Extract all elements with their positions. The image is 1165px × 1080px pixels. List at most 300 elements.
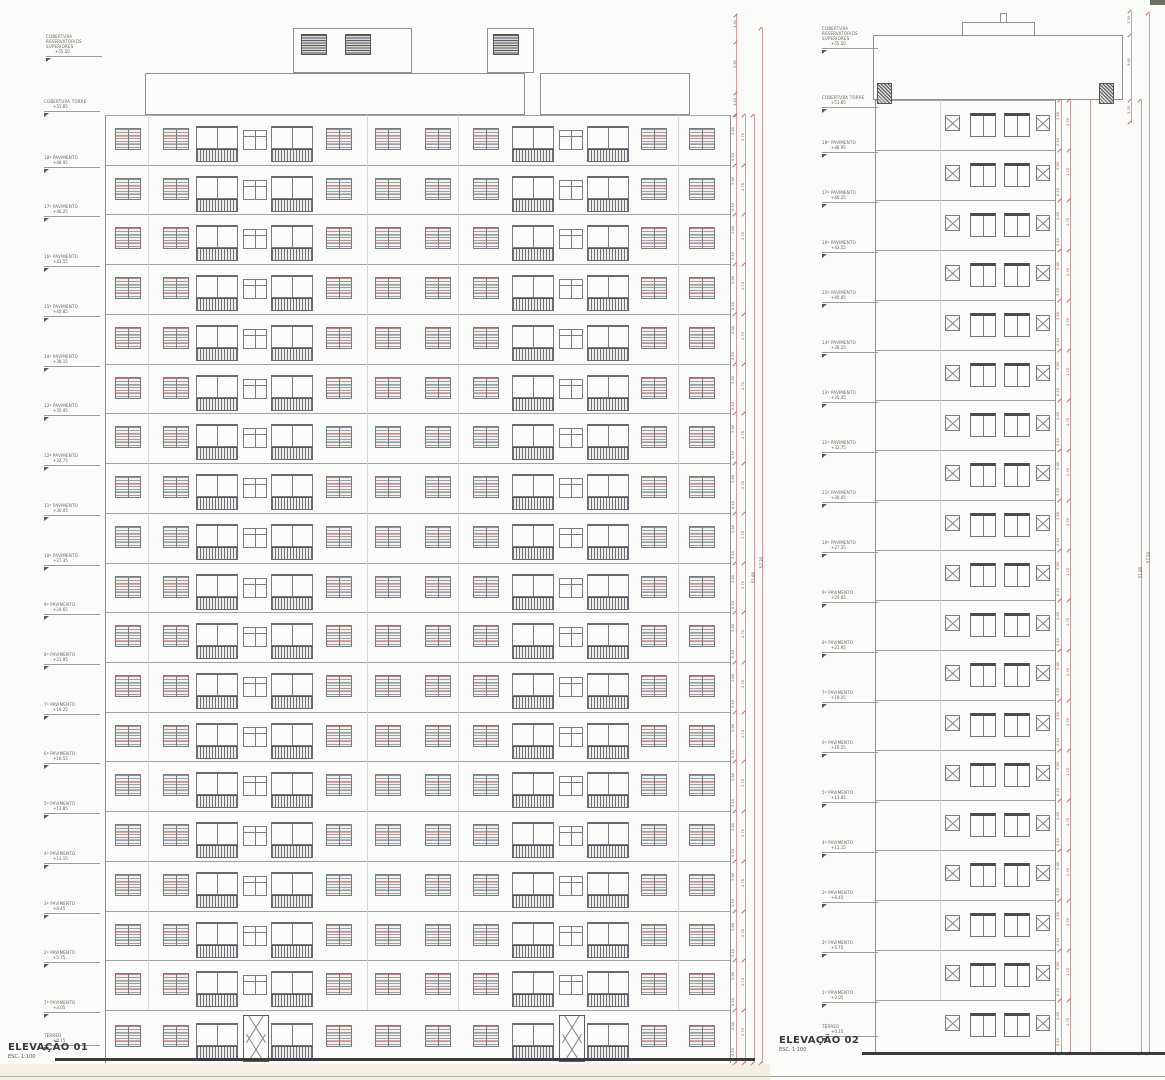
window-shutter (163, 725, 189, 747)
dimension-text: 2.70 (1065, 718, 1070, 726)
balcony-door (196, 176, 238, 199)
balcony-railing (196, 149, 238, 162)
window-plain (559, 428, 583, 448)
dimension-text: 2.70 (740, 431, 745, 439)
level-marker-icon (44, 368, 49, 372)
level-marker-icon (44, 865, 49, 869)
window-obscure (945, 615, 960, 631)
line (105, 911, 730, 912)
level-leader-line (822, 152, 878, 153)
level-value: +48.95 (831, 145, 846, 150)
level-name: 1º PAVIMENTO (44, 1000, 76, 1005)
window-shutter (163, 973, 189, 995)
balcony-railing (587, 895, 629, 908)
balcony-door (271, 375, 313, 398)
balcony-unit (587, 325, 629, 361)
level-name: 12º PAVIMENTO (822, 440, 856, 445)
balcony-railing (196, 994, 238, 1007)
dimension-text: 2.70 (1065, 668, 1070, 676)
balcony-unit (196, 424, 238, 460)
balcony-unit (512, 225, 554, 261)
balcony-railing (587, 547, 629, 560)
balcony-railing (196, 646, 238, 659)
balcony-railing (512, 547, 554, 560)
level-leader-line (822, 107, 878, 108)
window-shutter (473, 227, 499, 249)
level-label (44, 851, 106, 869)
window-2pane (970, 963, 996, 987)
window-plain (559, 229, 583, 249)
dimension-text: 0.10 (1055, 238, 1060, 246)
window-shutter (689, 227, 715, 249)
level-label (44, 652, 106, 670)
balcony-unit (587, 375, 629, 411)
level-value: +35.45 (831, 395, 846, 400)
level-marker-icon (44, 169, 49, 173)
balcony-unit (196, 275, 238, 311)
balcony-door (512, 375, 554, 398)
balcony-unit (271, 325, 313, 361)
balcony-railing (512, 945, 554, 958)
balcony-door (587, 474, 629, 497)
balcony-unit (271, 474, 313, 510)
balcony-door (196, 275, 238, 298)
balcony-unit (512, 673, 554, 709)
level-leader-line (44, 863, 100, 864)
dimension-text: 2.60 (1055, 112, 1060, 120)
window-obscure (945, 315, 960, 331)
balcony-railing (512, 795, 554, 808)
line (875, 100, 1055, 101)
dimension-text: 2.60 (730, 226, 735, 234)
balcony-door (196, 971, 238, 994)
level-leader-line (822, 48, 878, 49)
level-leader-line (822, 452, 878, 453)
balcony-railing (587, 597, 629, 610)
level-value: +16.55 (53, 756, 68, 761)
window-plain (243, 528, 267, 548)
level-label (822, 590, 884, 608)
balcony-door (512, 325, 554, 348)
balcony-unit (271, 375, 313, 411)
dimension-text: 0.10 (1055, 338, 1060, 346)
dimension-text: 2.60 (1055, 362, 1060, 370)
dimension-line (1149, 13, 1150, 1053)
window-2pane (1004, 913, 1030, 937)
dimension-text: 0.10 (730, 551, 735, 559)
window-obscure (1036, 1015, 1050, 1031)
balcony-door (512, 225, 554, 248)
dimension-text: 0.10 (1055, 488, 1060, 496)
balcony-door (271, 225, 313, 248)
level-label (822, 490, 884, 508)
level-leader-line (44, 216, 100, 217)
window-obscure (945, 515, 960, 531)
dimension-text: 2.60 (730, 177, 735, 185)
level-name: 11º PAVIMENTO (44, 503, 78, 508)
window-shutter (326, 774, 352, 796)
level-leader-line (822, 252, 878, 253)
level-value: +43.55 (53, 259, 68, 264)
level-name: 13º PAVIMENTO (822, 390, 856, 395)
balcony-door (271, 772, 313, 795)
balcony-door (587, 225, 629, 248)
level-name: 13º PAVIMENTO (44, 403, 78, 408)
balcony-door (196, 673, 238, 696)
level-value: +40.85 (53, 309, 68, 314)
level-leader-line (44, 366, 100, 367)
balcony-door (196, 524, 238, 547)
balcony-door (271, 673, 313, 696)
balcony-door (512, 922, 554, 945)
dimension-line (1090, 100, 1091, 1053)
balcony-railing (196, 447, 238, 460)
line (105, 463, 730, 464)
line (875, 400, 1055, 401)
window-shutter (473, 675, 499, 697)
balcony-unit (271, 424, 313, 460)
window-shutter (689, 774, 715, 796)
balcony-unit (512, 524, 554, 560)
window-shutter (425, 526, 451, 548)
line (875, 500, 1055, 501)
balcony-door (587, 922, 629, 945)
dimension-text: 2.60 (730, 575, 735, 583)
balcony-railing (196, 298, 238, 311)
level-marker-icon (44, 964, 49, 968)
balcony-door (512, 126, 554, 149)
window-shutter (641, 675, 667, 697)
level-label (822, 840, 884, 858)
window-2pane (1004, 263, 1030, 287)
balcony-railing (196, 746, 238, 759)
dimension-text: 2.70 (740, 382, 745, 390)
balcony-door (196, 723, 238, 746)
balcony-door (271, 524, 313, 547)
line (105, 364, 730, 365)
dimension-text: 2.60 (1055, 512, 1060, 520)
balcony-door (196, 922, 238, 945)
level-name: 15º PAVIMENTO (44, 304, 78, 309)
dimension-text: 0.10 (730, 352, 735, 360)
window-obscure (1036, 265, 1050, 281)
balcony-door (196, 1023, 238, 1046)
window-2pane (970, 163, 996, 187)
balcony-unit (587, 822, 629, 858)
dimension-text: 2.70 (1065, 168, 1070, 176)
window-shutter (326, 625, 352, 647)
balcony-door (271, 723, 313, 746)
level-value: +0.15 (53, 1038, 66, 1043)
balcony-railing (271, 646, 313, 659)
level-label (44, 801, 106, 819)
dimension-text: 2.60 (1055, 962, 1060, 970)
balcony-door (196, 325, 238, 348)
louver-grille-icon (1099, 83, 1114, 104)
dimension-text: 2.60 (1055, 312, 1060, 320)
level-marker-icon (44, 517, 49, 521)
level-value: +48.95 (53, 160, 68, 165)
window-obscure (1036, 215, 1050, 231)
balcony-railing (512, 845, 554, 858)
window-shutter (115, 924, 141, 946)
level-name: TÉRREO (44, 1033, 62, 1038)
level-leader-line (822, 552, 878, 553)
balcony-door (271, 424, 313, 447)
window-shutter (473, 576, 499, 598)
balcony-railing (196, 895, 238, 908)
balcony-unit (196, 822, 238, 858)
level-value: +19.25 (53, 707, 68, 712)
level-leader-line (44, 565, 100, 566)
balcony-door (271, 474, 313, 497)
level-label (44, 254, 106, 272)
window-shutter (375, 576, 401, 598)
dimension-text: 1.20 (732, 98, 737, 106)
window-shutter (641, 426, 667, 448)
dimension-text: 0.10 (1055, 988, 1060, 996)
window-shutter (326, 227, 352, 249)
dimension-text: 2.70 (1065, 268, 1070, 276)
level-value: +3.05 (831, 995, 844, 1000)
level-name: 8º PAVIMENTO (44, 652, 76, 657)
window-shutter (375, 178, 401, 200)
balcony-door (587, 424, 629, 447)
level-leader-line (822, 1002, 878, 1003)
balcony-unit (196, 574, 238, 610)
level-label (44, 304, 106, 322)
balcony-unit (271, 822, 313, 858)
window-shutter (163, 625, 189, 647)
balcony-door (512, 822, 554, 845)
level-leader-line (44, 664, 100, 665)
ground-line (862, 1052, 1165, 1055)
window-shutter (473, 327, 499, 349)
dimension-text: 0.10 (1055, 888, 1060, 896)
level-marker-icon (822, 754, 827, 758)
window-shutter (689, 725, 715, 747)
balcony-railing (512, 398, 554, 411)
level-marker-icon (822, 50, 827, 54)
window-shutter (163, 426, 189, 448)
window-shutter (641, 327, 667, 349)
window-shutter (473, 924, 499, 946)
balcony-door (196, 822, 238, 845)
line (105, 115, 730, 116)
balcony-door (271, 126, 313, 149)
balcony-railing (512, 696, 554, 709)
balcony-unit (512, 126, 554, 162)
level-label (822, 95, 884, 113)
level-marker-icon (46, 58, 51, 62)
line (105, 861, 730, 862)
balcony-door (512, 176, 554, 199)
balcony-door (587, 723, 629, 746)
balcony-railing (587, 945, 629, 958)
balcony-railing (512, 895, 554, 908)
dimension-text: 0.10 (730, 402, 735, 410)
window-2pane (970, 313, 996, 337)
dimension-text: 2.70 (1065, 468, 1070, 476)
window-shutter (641, 526, 667, 548)
level-value: +8.45 (831, 895, 844, 900)
balcony-railing (271, 994, 313, 1007)
line (105, 612, 730, 613)
dimension-text: 0.10 (730, 899, 735, 907)
level-label (822, 790, 884, 808)
level-marker-icon (44, 218, 49, 222)
level-leader-line (44, 962, 100, 963)
window-shutter (115, 625, 141, 647)
level-value: +51.85 (831, 100, 846, 105)
level-label (44, 354, 106, 372)
window-plain (559, 826, 583, 846)
dimension-line (745, 115, 746, 1063)
line (105, 1010, 730, 1011)
dimension-text: 2.60 (730, 624, 735, 632)
balcony-railing (512, 149, 554, 162)
level-name: 2º PAVIMENTO (822, 940, 854, 945)
level-leader-line (44, 167, 100, 168)
elevation-01-scale: ESC. 1:100 (8, 1054, 36, 1060)
dimension-text: 51.80 (751, 571, 757, 584)
level-name: 17º PAVIMENTO (822, 190, 856, 195)
line (875, 700, 1055, 701)
balcony-unit (196, 325, 238, 361)
level-label (822, 990, 884, 1008)
window-shutter (425, 277, 451, 299)
dimension-text: 2.60 (1055, 212, 1060, 220)
window-shutter (115, 277, 141, 299)
balcony-railing (196, 795, 238, 808)
balcony-unit (587, 524, 629, 560)
window-2pane (1004, 663, 1030, 687)
window-shutter (375, 1025, 401, 1047)
line (875, 300, 1055, 301)
balcony-unit (196, 623, 238, 659)
dimension-text: 2.70 (1065, 218, 1070, 226)
balcony-door (512, 275, 554, 298)
balcony-door (196, 623, 238, 646)
balcony-unit (196, 922, 238, 958)
dimension-text: 2.60 (730, 724, 735, 732)
dimension-text: 0.10 (730, 601, 735, 609)
line (105, 563, 730, 564)
dimension-text: 2.70 (740, 581, 745, 589)
level-name: 17º PAVIMENTO (44, 204, 78, 209)
window-shutter (473, 625, 499, 647)
balcony-unit (271, 225, 313, 261)
window-plain (559, 528, 583, 548)
window-plain (559, 776, 583, 796)
line (875, 650, 1055, 651)
dimension-text: 3.65 (1126, 58, 1131, 66)
window-shutter (115, 675, 141, 697)
dimension-text: 57.20 (759, 556, 765, 569)
window-plain (559, 975, 583, 995)
level-leader-line (44, 714, 100, 715)
balcony-unit (271, 971, 313, 1007)
level-leader-line (822, 202, 878, 203)
line (105, 314, 730, 315)
level-label (44, 901, 106, 919)
dimension-text: 2.70 (740, 133, 745, 141)
level-name: 3º PAVIMENTO (822, 890, 854, 895)
balcony-door (271, 176, 313, 199)
window-shutter (689, 824, 715, 846)
balcony-unit (587, 574, 629, 610)
level-marker-icon (822, 604, 827, 608)
dimension-text: 2.60 (1055, 1012, 1060, 1020)
balcony-door (587, 971, 629, 994)
balcony-railing (587, 447, 629, 460)
level-leader-line (822, 902, 878, 903)
window-plain (243, 379, 267, 399)
level-value: +38.15 (53, 359, 68, 364)
dimension-text: 0.10 (730, 153, 735, 161)
dimension-text: 2.70 (740, 232, 745, 240)
window-obscure (945, 215, 960, 231)
window-2pane (1004, 313, 1030, 337)
window-obscure (1036, 665, 1050, 681)
louver-grille-icon (345, 34, 371, 55)
window-plain (559, 876, 583, 896)
window-shutter (115, 874, 141, 896)
line (875, 150, 1055, 151)
window-plain (559, 478, 583, 498)
level-leader-line (44, 316, 100, 317)
balcony-door (587, 673, 629, 696)
balcony-door (196, 872, 238, 895)
elevation-02-scale: ESC. 1:100 (779, 1047, 807, 1053)
level-leader-line (822, 652, 878, 653)
window-2pane (970, 263, 996, 287)
window-obscure (945, 165, 960, 181)
level-name: COBERTURA TORRE (822, 95, 865, 100)
balcony-unit (512, 922, 554, 958)
balcony-door (512, 673, 554, 696)
window-shutter (375, 774, 401, 796)
window-plain (243, 677, 267, 697)
window-shutter (425, 128, 451, 150)
balcony-railing (512, 348, 554, 361)
window-shutter (473, 178, 499, 200)
level-label (44, 503, 106, 521)
line (940, 100, 941, 1000)
level-name: 11º PAVIMENTO (822, 490, 856, 495)
balcony-door (512, 772, 554, 795)
window-plain (243, 478, 267, 498)
level-marker-icon (44, 815, 49, 819)
dimension-text: 2.70 (740, 779, 745, 787)
window-obscure (945, 565, 960, 581)
dimension-text: 0.10 (730, 849, 735, 857)
level-label (44, 950, 106, 968)
balcony-unit (196, 176, 238, 212)
window-2pane (1004, 713, 1030, 737)
level-marker-icon (44, 716, 49, 720)
window-obscure (945, 965, 960, 981)
level-name: 8º PAVIMENTO (822, 640, 854, 645)
window-shutter (163, 128, 189, 150)
window-shutter (326, 277, 352, 299)
balcony-unit (587, 126, 629, 162)
dimension-text: 0.10 (730, 700, 735, 708)
window-shutter (375, 128, 401, 150)
balcony-railing (271, 597, 313, 610)
window-obscure (1036, 415, 1050, 431)
window-shutter (425, 1025, 451, 1047)
